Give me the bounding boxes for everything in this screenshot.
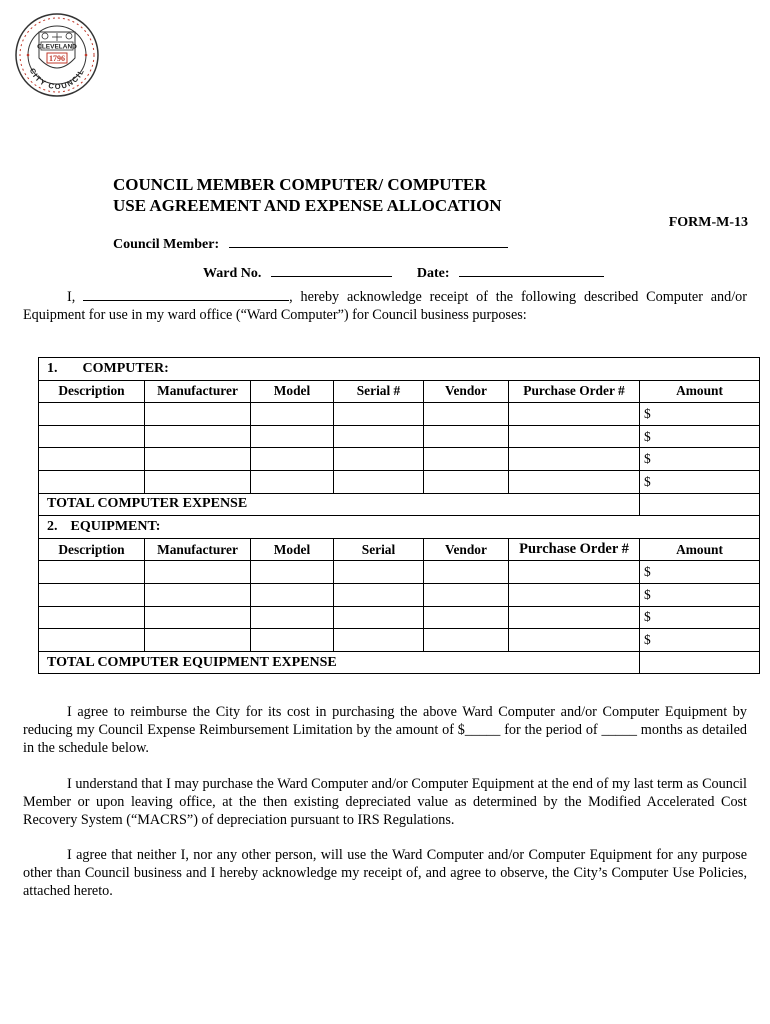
column-header: Manufacturer [145, 380, 251, 403]
ward-date-row [203, 262, 604, 282]
manufacturer-cell[interactable] [145, 470, 251, 493]
column-header: Description [39, 380, 145, 403]
model-cell[interactable] [251, 448, 334, 471]
vendor-cell[interactable] [424, 403, 509, 426]
manufacturer-cell[interactable] [145, 606, 251, 629]
description-cell[interactable] [39, 425, 145, 448]
form-number: FORM-M-13 [668, 215, 748, 230]
manufacturer-cell[interactable] [145, 561, 251, 584]
model-cell[interactable] [251, 470, 334, 493]
model-cell[interactable] [251, 425, 334, 448]
form-title-line-1: COUNCIL MEMBER COMPUTER/ COMPUTER [113, 175, 487, 194]
intro-prefix: I, [67, 289, 76, 305]
computer-section-header-row [39, 358, 760, 381]
reimbursement-paragraph [23, 703, 747, 757]
model-cell[interactable] [251, 629, 334, 652]
ward-label: Ward No. [203, 266, 262, 281]
table-row [39, 606, 760, 629]
description-cell[interactable] [39, 629, 145, 652]
model-cell[interactable] [251, 403, 334, 426]
manufacturer-cell[interactable] [145, 629, 251, 652]
purchase-option-paragraph [23, 775, 747, 829]
manufacturer-cell[interactable] [145, 583, 251, 606]
computer-total-row [39, 493, 760, 516]
serial-cell[interactable] [334, 606, 424, 629]
total-computer-expense-label: TOTAL COMPUTER EXPENSE [39, 493, 640, 516]
description-cell[interactable] [39, 448, 145, 471]
expense-schedule-table [38, 357, 760, 674]
table-row [39, 583, 760, 606]
use-policy-text: I agree that neither I, nor any other person, will use the Ward Computer and/or Computer Equipment for any purpose other than Council business and I hereby acknowledge my receipt of, and agree to observe, the City’s Computer Use Policies, attached hereto. [23, 847, 747, 899]
council-member-row [113, 233, 508, 253]
description-cell[interactable] [39, 403, 145, 426]
vendor-cell[interactable] [424, 629, 509, 652]
column-header: Model [251, 538, 334, 561]
acknowledger-name-field[interactable] [83, 287, 289, 301]
computer-column-header-row [39, 380, 760, 403]
description-cell[interactable] [39, 583, 145, 606]
amount-cell[interactable]: $ [640, 561, 760, 584]
serial-cell[interactable] [334, 403, 424, 426]
vendor-cell[interactable] [424, 561, 509, 584]
equipment-section-header-row [39, 516, 760, 539]
intro-paragraph [23, 287, 747, 324]
intro-text: , hereby acknowledge receipt of the following described Computer and/or Equipment for use in my ward office (“Ward Computer”) for Council business purposes: [23, 289, 748, 323]
purchase-order-cell[interactable] [509, 629, 640, 652]
description-cell[interactable] [39, 470, 145, 493]
vendor-cell[interactable] [424, 448, 509, 471]
ward-number-field[interactable] [271, 262, 392, 277]
use-policy-paragraph [23, 846, 747, 900]
table-row [39, 470, 760, 493]
purchase-order-cell[interactable] [509, 606, 640, 629]
description-cell[interactable] [39, 606, 145, 629]
column-header: Description [39, 538, 145, 561]
manufacturer-cell[interactable] [145, 403, 251, 426]
amount-cell[interactable]: $ [640, 425, 760, 448]
column-header: Amount [640, 380, 760, 403]
date-label: Date: [416, 266, 450, 281]
serial-cell[interactable] [334, 425, 424, 448]
purchase-order-cell[interactable] [509, 425, 640, 448]
amount-cell[interactable]: $ [640, 606, 760, 629]
vendor-cell[interactable] [424, 470, 509, 493]
table-row [39, 425, 760, 448]
equipment-section-heading [39, 516, 760, 539]
seal-top-text: CLEVELAND [37, 43, 77, 51]
equipment-section-number: 2. [47, 518, 58, 534]
description-cell[interactable] [39, 561, 145, 584]
date-field[interactable] [459, 262, 604, 277]
purchase-order-cell[interactable] [509, 403, 640, 426]
amount-cell[interactable]: $ [640, 629, 760, 652]
equipment-total-row [39, 651, 760, 674]
computer-section-number: 1. [47, 360, 58, 376]
purchase-order-cell[interactable] [509, 470, 640, 493]
purchase-order-cell[interactable] [509, 583, 640, 606]
total-equipment-expense-label: TOTAL COMPUTER EQUIPMENT EXPENSE [39, 651, 640, 674]
column-header: Serial [334, 538, 424, 561]
model-cell[interactable] [251, 561, 334, 584]
serial-cell[interactable] [334, 583, 424, 606]
model-cell[interactable] [251, 606, 334, 629]
amount-cell[interactable]: $ [640, 403, 760, 426]
manufacturer-cell[interactable] [145, 425, 251, 448]
table-row [39, 629, 760, 652]
reimbursement-text: I agree to reimburse the City for its cost in purchasing the above Ward Computer and/or Computer Equipment by reducing my Council Expense Reimbursement Limitation by the amount of $_____ for the period of _____ months as detailed in the schedule below. [23, 704, 747, 756]
equipment-column-header-row [39, 538, 760, 561]
total-computer-expense-field[interactable] [640, 493, 760, 516]
form-title [113, 174, 502, 216]
council-member-label: Council Member: [113, 237, 220, 252]
vendor-cell[interactable] [424, 583, 509, 606]
amount-cell[interactable]: $ [640, 470, 760, 493]
vendor-cell[interactable] [424, 606, 509, 629]
form-title-line-2: USE AGREEMENT AND EXPENSE ALLOCATION [113, 196, 502, 215]
seal-year: 1796 [49, 54, 65, 63]
serial-cell[interactable] [334, 448, 424, 471]
column-header: Purchase Order # [509, 380, 640, 403]
purchase-order-cell[interactable] [509, 561, 640, 584]
amount-cell[interactable]: $ [640, 583, 760, 606]
serial-cell[interactable] [334, 470, 424, 493]
computer-section-title: COMPUTER: [82, 360, 169, 376]
table-row [39, 561, 760, 584]
equipment-section-title: EQUIPMENT: [70, 518, 161, 534]
serial-cell[interactable] [334, 629, 424, 652]
column-header: Purchase Order # [509, 538, 640, 561]
vendor-cell[interactable] [424, 425, 509, 448]
column-header: Amount [640, 538, 760, 561]
computer-section-heading [39, 358, 760, 381]
column-header: Vendor [424, 538, 509, 561]
serial-cell[interactable] [334, 561, 424, 584]
total-equipment-expense-field[interactable] [640, 651, 760, 674]
table-row [39, 403, 760, 426]
column-header: Serial # [334, 380, 424, 403]
purchase-order-cell[interactable] [509, 448, 640, 471]
purchase-option-text: I understand that I may purchase the Ward Computer and/or Computer Equipment at the end of my last term as Council Member or upon leaving office, at the then existing depreciated value as determined by the Modified Accelerated Cost Recovery System (“MACRS”) of depreciation pursuant to IRS Regulations. [23, 776, 747, 828]
column-header: Model [251, 380, 334, 403]
model-cell[interactable] [251, 583, 334, 606]
council-member-field[interactable] [229, 233, 508, 248]
manufacturer-cell[interactable] [145, 448, 251, 471]
amount-cell[interactable]: $ [640, 448, 760, 471]
column-header: Manufacturer [145, 538, 251, 561]
column-header: Vendor [424, 380, 509, 403]
table-row [39, 448, 760, 471]
seal-bottom-text: CITY COUNCIL [27, 66, 87, 92]
city-council-seal [14, 12, 100, 98]
